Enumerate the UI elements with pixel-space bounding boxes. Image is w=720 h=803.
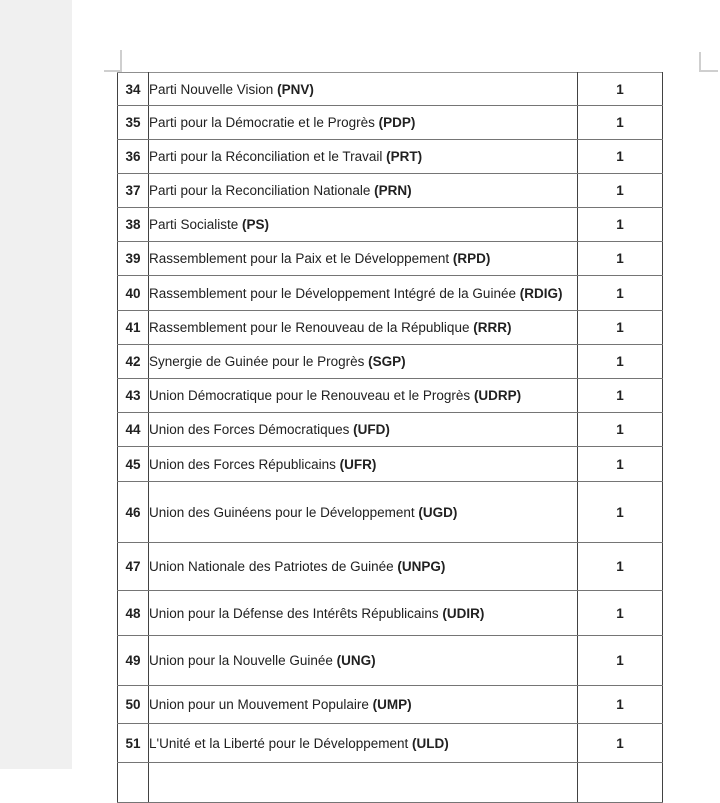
- seat-count: 1: [616, 285, 624, 301]
- table-row: [118, 686, 663, 724]
- party-name-cell[interactable]: [149, 73, 578, 106]
- table-row: [118, 636, 663, 686]
- party-abbr: (PNV): [277, 81, 314, 97]
- party-name-text: Union pour la Défense des Intérêts Républicains: [149, 605, 443, 621]
- table-row: [118, 724, 663, 763]
- table-row: [118, 106, 663, 140]
- canvas-gutter: [0, 0, 72, 769]
- party-abbr: (PRT): [386, 149, 423, 164]
- party-name-text: Union des Guinéens pour le Développement: [149, 504, 419, 520]
- party-name-text: Union pour la Nouvelle Guinée: [149, 653, 337, 668]
- party-abbr: (RPD): [452, 251, 491, 266]
- seat-count-cell[interactable]: [578, 73, 663, 106]
- seat-count: 1: [616, 456, 624, 472]
- seat-count-cell[interactable]: [578, 686, 663, 724]
- seat-count-cell[interactable]: [578, 543, 663, 591]
- seat-count-cell[interactable]: [578, 379, 663, 413]
- table-row: [118, 242, 663, 276]
- seat-count-cell[interactable]: [578, 724, 663, 763]
- party-abbr: (PRN): [374, 183, 412, 198]
- row-number: 46: [125, 504, 141, 520]
- row-number: 37: [125, 183, 141, 198]
- parties-table-body: [118, 73, 663, 803]
- row-number: 44: [125, 422, 141, 437]
- row-number-cell[interactable]: [118, 208, 149, 242]
- table-row: [118, 447, 663, 482]
- seat-count-cell[interactable]: [578, 208, 663, 242]
- table-row: [118, 543, 663, 591]
- seat-count: 1: [616, 320, 624, 335]
- row-number-cell[interactable]: [118, 636, 149, 686]
- row-number-cell[interactable]: [118, 543, 149, 591]
- party-name-text: Parti Socialiste: [149, 217, 243, 232]
- seat-count: 1: [616, 115, 624, 130]
- row-number-cell[interactable]: [118, 482, 149, 543]
- party-abbr: (RRR): [473, 320, 512, 335]
- party-abbr: (UNPG): [397, 559, 446, 574]
- seat-count: 1: [616, 697, 624, 712]
- table-row: [118, 413, 663, 447]
- seat-count: 1: [616, 504, 624, 520]
- row-number: 35: [125, 115, 141, 130]
- row-number: 40: [125, 285, 141, 301]
- party-abbr: (RDIG): [519, 285, 563, 301]
- row-number-cell[interactable]: [118, 311, 149, 345]
- margin-marker-right-vertical: [699, 52, 701, 71]
- party-name-text: Parti pour la Reconciliation Nationale: [149, 183, 375, 198]
- party-name-text: L'Unité et la Liberté pour le Développement: [149, 735, 412, 751]
- row-number: 43: [125, 388, 141, 403]
- row-number-cell[interactable]: [118, 686, 149, 724]
- party-abbr: (UMP): [372, 697, 412, 712]
- row-number-cell[interactable]: [118, 591, 149, 636]
- party-name-cell[interactable]: [149, 543, 578, 591]
- row-number: 39: [125, 251, 141, 266]
- table-row: [118, 482, 663, 543]
- party-abbr: (UFD): [353, 422, 390, 437]
- row-number-cell[interactable]: [118, 242, 149, 276]
- party-abbr: (SGP): [368, 354, 406, 369]
- row-number-cell[interactable]: [118, 276, 149, 311]
- seat-count-cell[interactable]: [578, 276, 663, 311]
- party-name-cell[interactable]: [149, 174, 578, 208]
- seat-count-cell[interactable]: [578, 413, 663, 447]
- party-name-cell[interactable]: [149, 140, 578, 174]
- seat-count-cell[interactable]: [578, 345, 663, 379]
- party-name-cell[interactable]: [149, 379, 578, 413]
- party-name-cell[interactable]: [149, 311, 578, 345]
- party-abbr: (PS): [242, 217, 270, 232]
- row-number-cell[interactable]: [118, 413, 149, 447]
- party-abbr: (UDRP): [473, 388, 522, 403]
- row-number-cell[interactable]: [118, 345, 149, 379]
- row-number: 42: [125, 354, 141, 369]
- party-name-text: Parti pour la Démocratie et le Progrès: [149, 115, 379, 130]
- margin-marker-right-horizontal: [699, 70, 718, 72]
- seat-count: 1: [616, 388, 624, 403]
- seat-count-cell[interactable]: [578, 106, 663, 140]
- table-row: [118, 345, 663, 379]
- table-row: [118, 174, 663, 208]
- row-number-cell[interactable]: [118, 73, 149, 106]
- seat-count-cell[interactable]: [578, 591, 663, 636]
- party-name-text: Parti Nouvelle Vision: [149, 81, 278, 97]
- party-abbr: (UGD): [418, 504, 458, 520]
- seat-count: 1: [616, 735, 624, 751]
- table-row: [118, 379, 663, 413]
- margin-marker-left-vertical: [120, 50, 122, 71]
- seat-count-cell[interactable]: [578, 311, 663, 345]
- parties-table: [117, 72, 663, 803]
- seat-count: 1: [616, 653, 624, 668]
- party-abbr: (PDP): [378, 115, 416, 130]
- party-abbr: (UFR): [339, 456, 377, 472]
- party-name-text: Synergie de Guinée pour le Progrès: [149, 354, 369, 369]
- party-abbr: (UDIR): [442, 605, 485, 621]
- seat-count-cell[interactable]: [578, 242, 663, 276]
- seat-count-cell[interactable]: [578, 636, 663, 686]
- seat-count: 1: [616, 183, 624, 198]
- row-number: 38: [125, 217, 141, 232]
- row-number-cell[interactable]: [118, 447, 149, 482]
- row-number-cell[interactable]: [118, 106, 149, 140]
- row-number: 34: [125, 81, 141, 97]
- party-name-text: Rassemblement pour le Renouveau de la République: [149, 320, 474, 335]
- seat-count: 1: [616, 81, 624, 97]
- party-name-cell[interactable]: [149, 345, 578, 379]
- seat-count: 1: [616, 605, 624, 621]
- table-row: [118, 591, 663, 636]
- table-row: [118, 140, 663, 174]
- table-row: [118, 276, 663, 311]
- row-number-cell[interactable]: [118, 379, 149, 413]
- party-name-text: Union des Forces Démocratiques: [149, 422, 354, 437]
- party-name-cell[interactable]: [149, 686, 578, 724]
- party-name-cell[interactable]: [149, 447, 578, 482]
- table-row: [118, 73, 663, 106]
- row-number-cell[interactable]: [118, 140, 149, 174]
- party-name-text: Union Nationale des Patriotes de Guinée: [149, 559, 398, 574]
- row-number: 48: [125, 605, 141, 621]
- party-name-text: Parti pour la Réconciliation et le Travail: [149, 149, 387, 164]
- party-name-cell[interactable]: [149, 591, 578, 636]
- seat-count: 1: [616, 149, 624, 164]
- party-name-cell[interactable]: [149, 276, 578, 311]
- party-name-text: Rassemblement pour le Développement Intégré de la Guinée: [149, 285, 520, 301]
- party-abbr: (UNG): [336, 653, 376, 668]
- row-number: 41: [125, 320, 141, 335]
- row-number: 45: [125, 456, 141, 472]
- party-name-cell[interactable]: [149, 242, 578, 276]
- party-name-text: Union Démocratique pour le Renouveau et le Progrès: [149, 388, 474, 403]
- row-number: 47: [125, 559, 141, 574]
- party-name-cell[interactable]: [149, 413, 578, 447]
- seat-count-cell[interactable]: [578, 447, 663, 482]
- party-name-cell[interactable]: [149, 106, 578, 140]
- seat-count-cell[interactable]: [578, 174, 663, 208]
- row-number-cell[interactable]: [118, 724, 149, 763]
- party-name-text: Union des Forces Républicains: [149, 456, 340, 472]
- seat-count-cell[interactable]: [578, 482, 663, 543]
- row-number: 36: [125, 149, 141, 164]
- party-name-cell[interactable]: [149, 724, 578, 763]
- row-number: 51: [125, 735, 141, 751]
- row-number-cell[interactable]: [118, 174, 149, 208]
- seat-count: 1: [616, 559, 624, 574]
- seat-count: 1: [616, 354, 624, 369]
- seat-count: 1: [616, 422, 624, 437]
- seat-count: 1: [616, 217, 624, 232]
- party-abbr: (ULD): [412, 735, 449, 751]
- party-name-text: Union pour un Mouvement Populaire: [149, 697, 373, 712]
- seat-count-cell[interactable]: [578, 140, 663, 174]
- party-name-cell[interactable]: [149, 208, 578, 242]
- party-name-cell[interactable]: [149, 636, 578, 686]
- row-number: 49: [125, 653, 141, 668]
- party-name-cell[interactable]: [149, 482, 578, 543]
- table-row: [118, 311, 663, 345]
- seat-count: 1: [616, 251, 624, 266]
- table-row: [118, 208, 663, 242]
- row-number: 50: [125, 697, 141, 712]
- party-name-text: Rassemblement pour la Paix et le Développement: [149, 251, 453, 266]
